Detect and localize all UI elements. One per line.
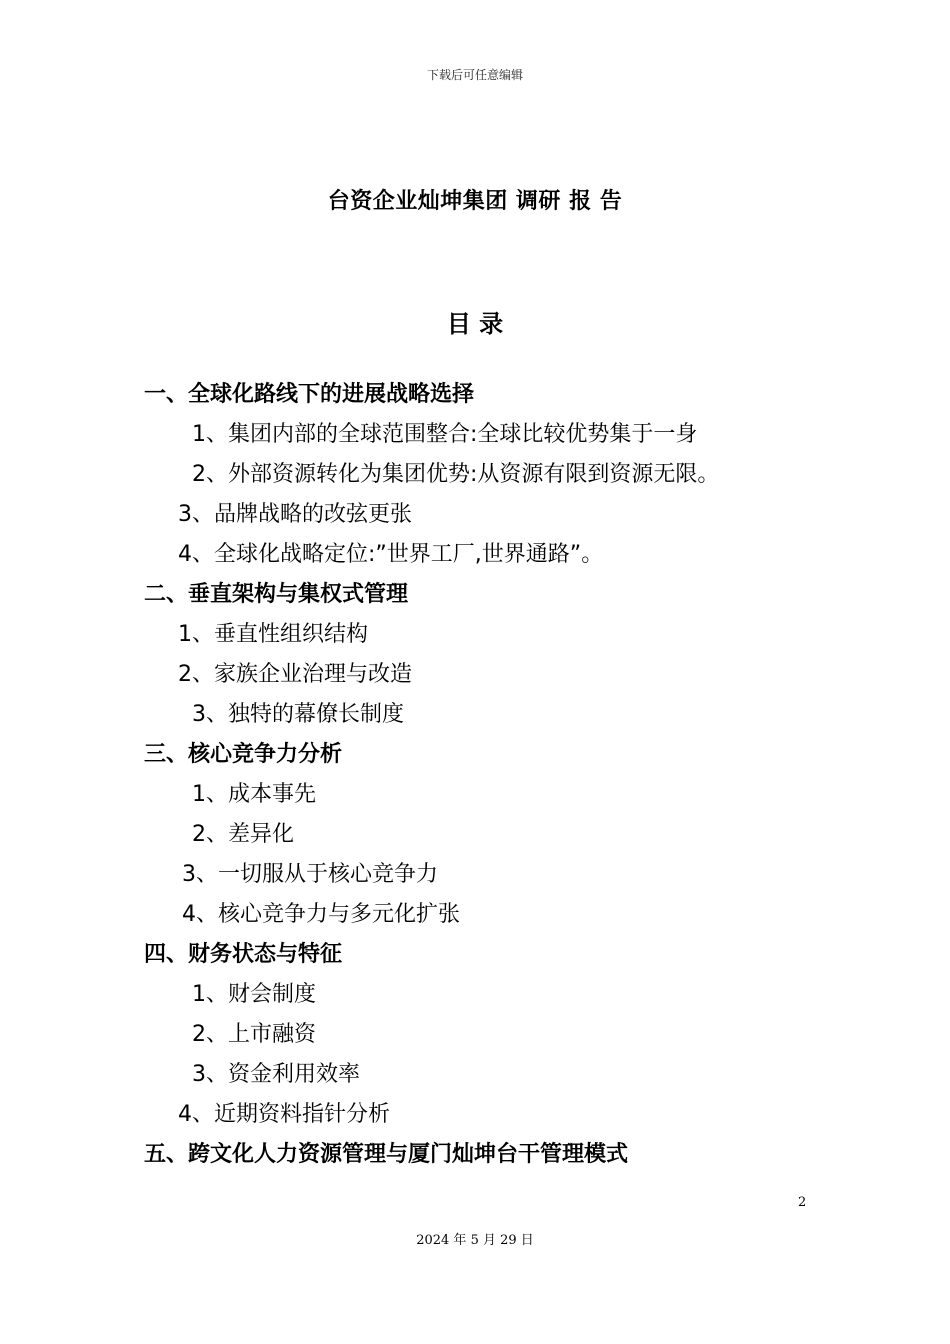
toc-title: 目 录 — [446, 310, 504, 338]
toc-item: 1、成本事先 — [192, 782, 316, 807]
toc-item: 1、垂直性组织结构 — [178, 622, 368, 647]
toc-section: 五、跨文化人力资源管理与厦门灿坤台干管理模式 — [144, 1142, 629, 1167]
toc-section: 三、核心竞争力分析 — [144, 742, 343, 767]
toc-item: 3、品牌战略的改弦更张 — [178, 502, 412, 527]
page-number: 2 — [798, 1195, 807, 1210]
toc-item: 2、差异化 — [192, 822, 294, 847]
toc-item: 4、全球化战略定位:”世界工厂,世界通路”。 — [178, 542, 604, 567]
toc-item: 3、一切服从于核心竞争力 — [182, 862, 438, 887]
toc-item: 2、外部资源转化为集团优势:从资源有限到资源无限。 — [192, 462, 720, 487]
document-title: 台资企业灿坤集团 调研 报 告 — [327, 189, 623, 214]
toc-item: 2、家族企业治理与改造 — [178, 662, 412, 687]
toc-item: 2、上市融资 — [192, 1022, 316, 1047]
toc-item: 4、近期资料指针分析 — [178, 1102, 390, 1127]
toc-item: 3、资金利用效率 — [192, 1062, 360, 1087]
header-note: 下载后可任意编辑 — [426, 68, 523, 82]
toc-section: 一、全球化路线下的进展战略选择 — [144, 382, 475, 407]
toc-item: 1、财会制度 — [192, 982, 316, 1007]
toc-section: 四、财务状态与特征 — [144, 942, 343, 967]
toc-item: 4、核心竞争力与多元化扩张 — [182, 902, 460, 927]
toc-item: 3、独特的幕僚长制度 — [192, 702, 404, 727]
toc-section: 二、垂直架构与集权式管理 — [144, 582, 409, 607]
footer-date: 2024 年 5 月 29 日 — [416, 1233, 534, 1248]
toc-item: 1、集团内部的全球范围整合:全球比较优势集于一身 — [192, 422, 698, 447]
